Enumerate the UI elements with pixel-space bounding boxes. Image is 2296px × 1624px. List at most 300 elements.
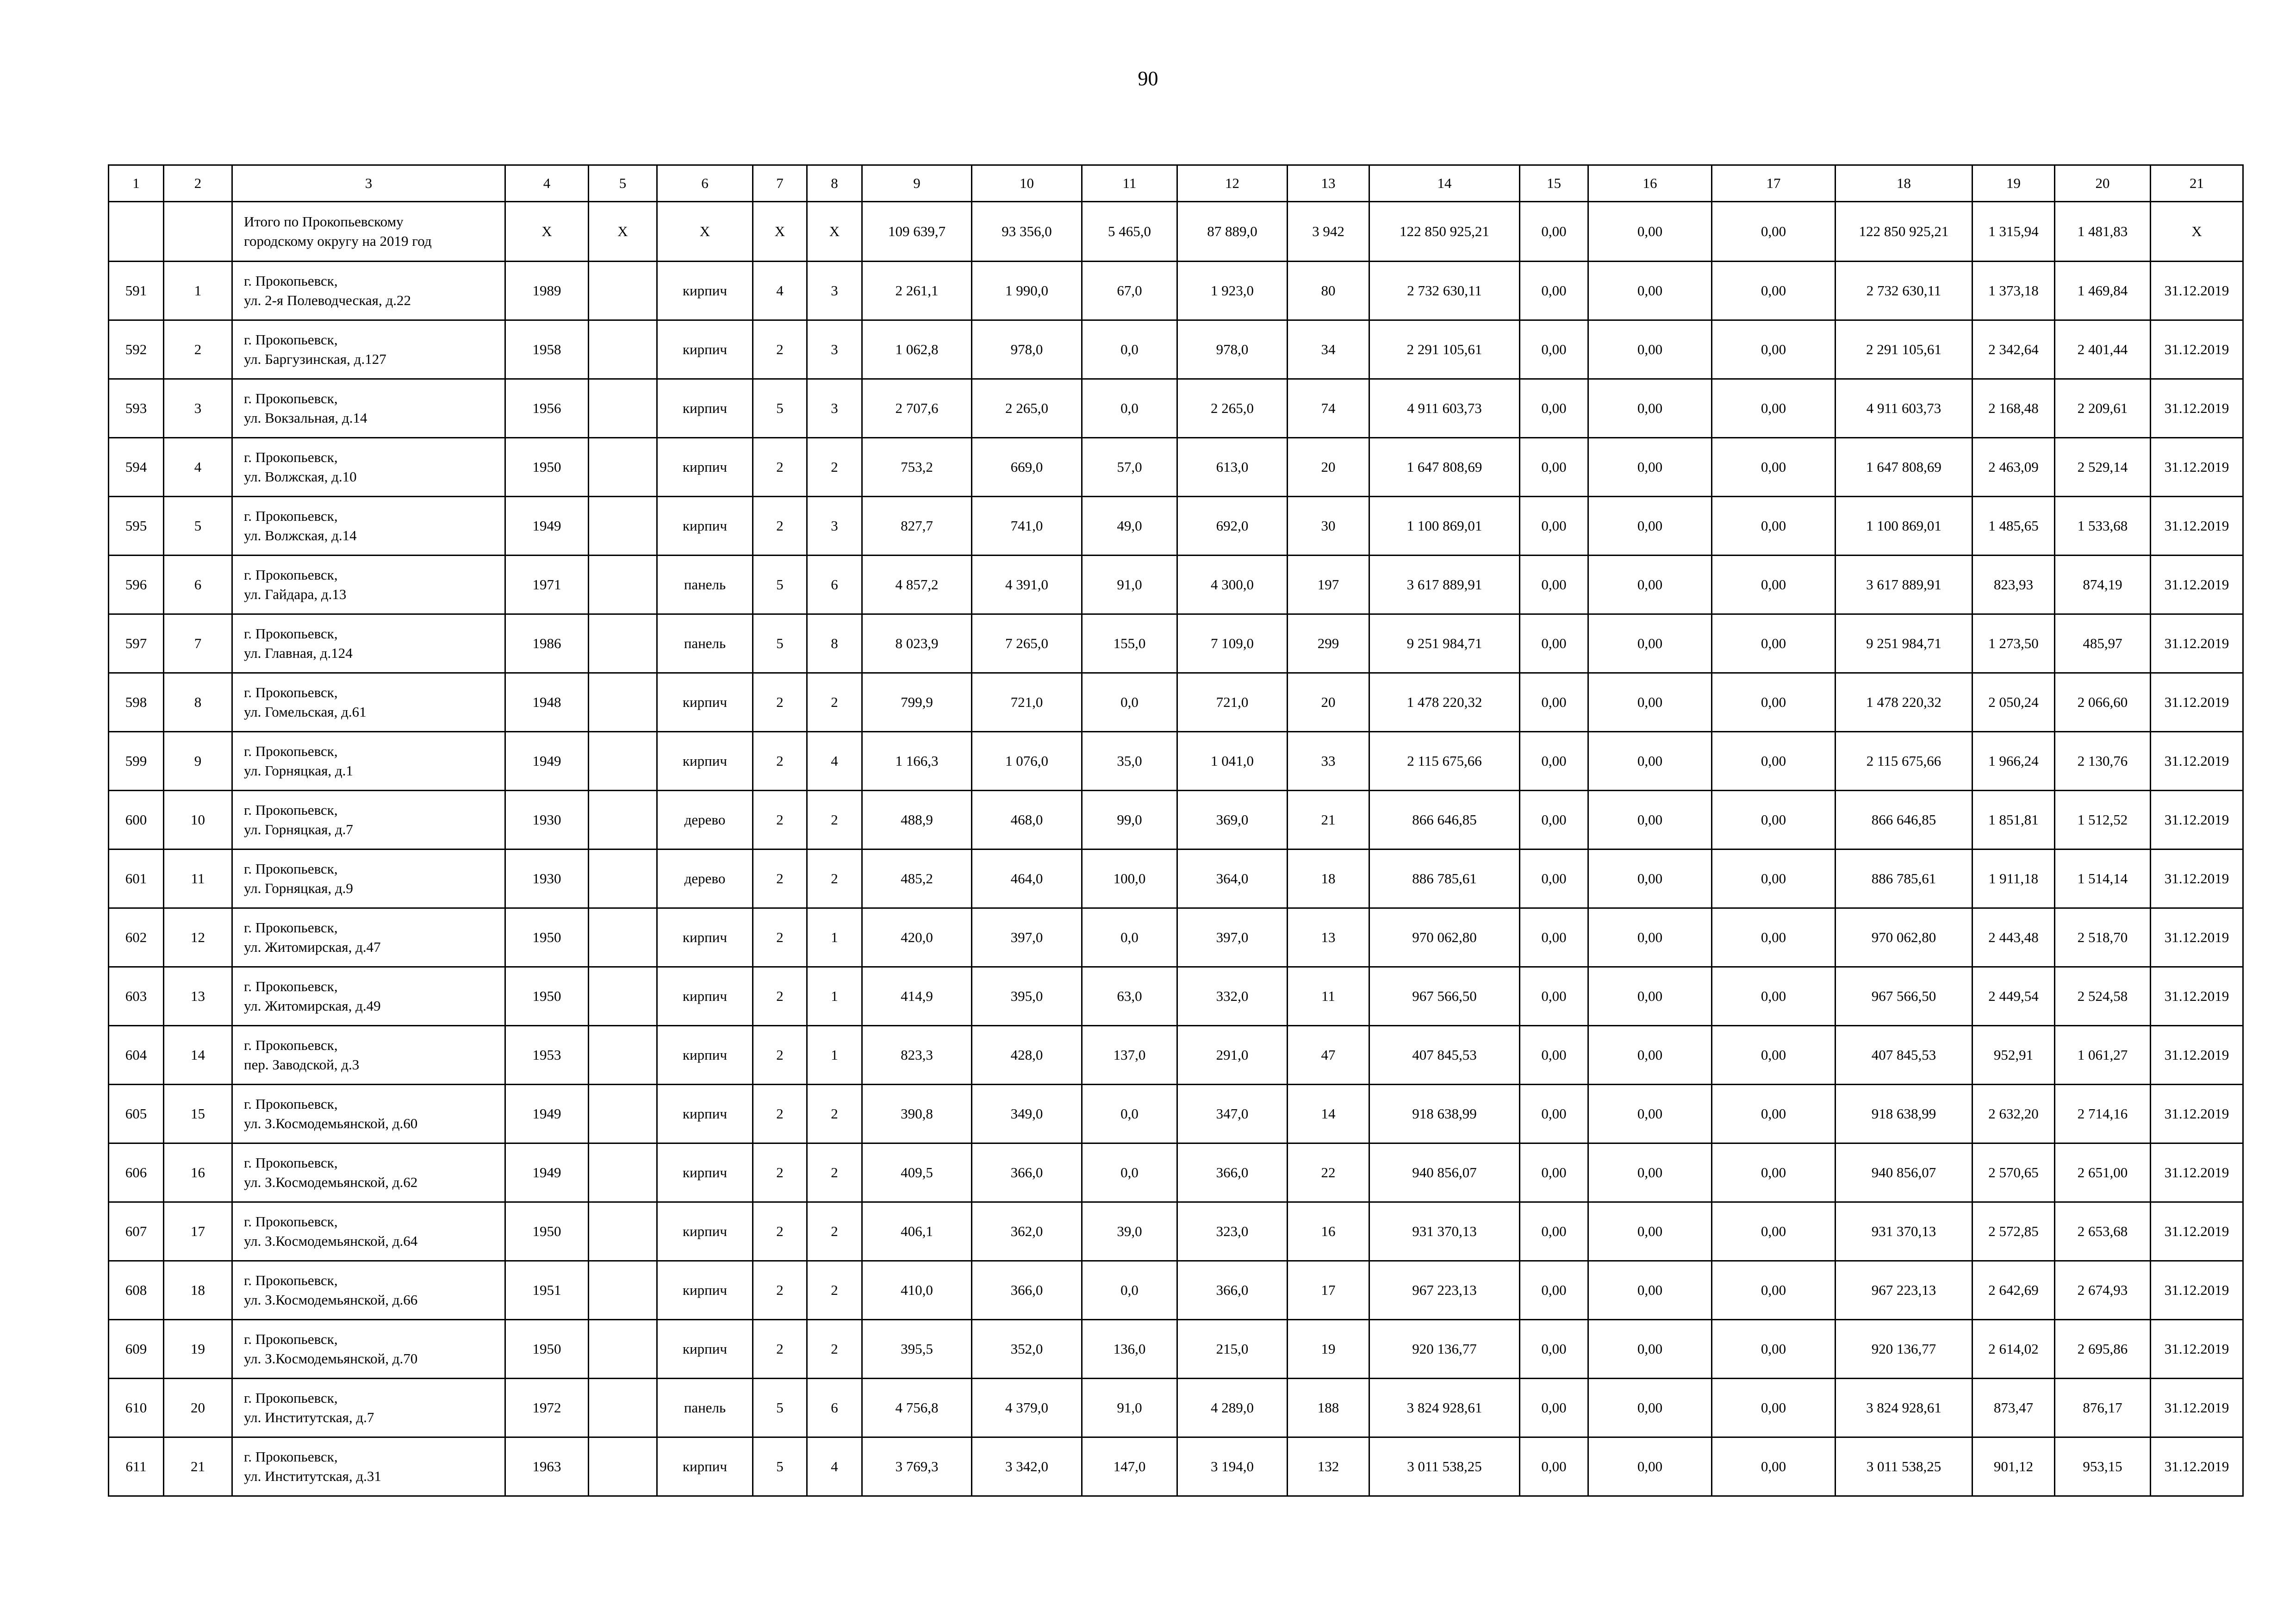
cell-col-7: 2	[753, 732, 807, 791]
address-street: ул. Горняцкая, д.9	[244, 880, 353, 896]
column-number-7: 7	[753, 165, 807, 202]
address-street: ул. Гомельская, д.61	[244, 704, 367, 720]
cell-col-17: 0,00	[1712, 1379, 1836, 1437]
cell-col-5	[589, 791, 657, 849]
cell-col-20: 874,19	[2055, 556, 2151, 614]
table-row	[109, 732, 2243, 791]
cell-col-13: 188	[1288, 1379, 1369, 1437]
cell-col-9: 390,8	[862, 1085, 972, 1143]
cell-col-2: 19	[164, 1320, 232, 1379]
cell-col-9: 799,9	[862, 673, 972, 732]
cell-col-2: 3	[164, 379, 232, 438]
cell-col-8: 2	[807, 438, 862, 497]
cell-col-17: 0,00	[1712, 1261, 1836, 1320]
cell-col-10: 4 379,0	[972, 1379, 1082, 1437]
cell-col-8: 8	[807, 614, 862, 673]
address-city: г. Прокопьевск,	[244, 1213, 338, 1230]
cell-col-2: 6	[164, 556, 232, 614]
cell-col-14: 1 100 869,01	[1369, 497, 1520, 556]
cell-col-5	[589, 908, 657, 967]
cell-col-5	[589, 262, 657, 320]
cell-col-2: 9	[164, 732, 232, 791]
cell-col-5	[589, 497, 657, 556]
cell-col-9: 3 769,3	[862, 1437, 972, 1496]
address-cell	[232, 791, 505, 849]
cell-col-13: 16	[1288, 1202, 1369, 1261]
cell-col-19: 2 642,69	[1972, 1261, 2055, 1320]
cell-col-9: 1 166,3	[862, 732, 972, 791]
cell-col-15: 0,00	[1520, 262, 1588, 320]
address-city: г. Прокопьевск,	[244, 1155, 338, 1171]
cell-col-12: 347,0	[1177, 1085, 1288, 1143]
cell-col-12: 4 289,0	[1177, 1379, 1288, 1437]
cell-col-18: 2 732 630,11	[1836, 262, 1972, 320]
column-number-13: 13	[1288, 165, 1369, 202]
address-city: г. Прокопьевск,	[244, 861, 338, 877]
cell-col-15: 0,00	[1520, 908, 1588, 967]
cell-col-21: 31.12.2019	[2151, 791, 2243, 849]
cell-col-16: 0,00	[1588, 967, 1712, 1026]
cell-col-6: кирпич	[657, 732, 753, 791]
address-cell	[232, 1379, 505, 1437]
cell-col-15: 0,00	[1520, 967, 1588, 1026]
cell-col-4: 1963	[505, 1437, 589, 1496]
cell-col-9: 753,2	[862, 438, 972, 497]
address-cell	[232, 1143, 505, 1202]
table-row	[109, 1437, 2243, 1496]
cell-col-6: кирпич	[657, 497, 753, 556]
cell-col-5	[589, 1379, 657, 1437]
cell-col-15: 0,00	[1520, 732, 1588, 791]
cell-col-15: 0,00	[1520, 1026, 1588, 1085]
cell-col-14: 918 638,99	[1369, 1085, 1520, 1143]
cell-col-10: 349,0	[972, 1085, 1082, 1143]
cell-col-18: 970 062,80	[1836, 908, 1972, 967]
cell-col-13: 74	[1288, 379, 1369, 438]
cell-col-16: 0,00	[1588, 438, 1712, 497]
address-cell	[232, 1320, 505, 1379]
column-number-14: 14	[1369, 165, 1520, 202]
cell-col-4: 1989	[505, 262, 589, 320]
cell-col-15: 0,00	[1520, 438, 1588, 497]
cell-col-15: 0,00	[1520, 1085, 1588, 1143]
total-label	[232, 202, 505, 262]
cell-col-10: 397,0	[972, 908, 1082, 967]
cell-col-12: 1 923,0	[1177, 262, 1288, 320]
cell-col-9: 8 023,9	[862, 614, 972, 673]
address-cell	[232, 320, 505, 379]
cell-col-16: 0,00	[1588, 732, 1712, 791]
cell-col-11: 136,0	[1082, 1320, 1177, 1379]
cell-col-19: 823,93	[1972, 556, 2055, 614]
cell-col-9: 827,7	[862, 497, 972, 556]
cell-col-17: 0,00	[1712, 849, 1836, 908]
cell-col-11: 99,0	[1082, 791, 1177, 849]
cell-col-4: 1951	[505, 1261, 589, 1320]
cell-col-1: 595	[109, 497, 164, 556]
cell-col-4: 1949	[505, 1143, 589, 1202]
cell-col-10: 1 076,0	[972, 732, 1082, 791]
cell-col-5	[589, 379, 657, 438]
cell-col-6: кирпич	[657, 1320, 753, 1379]
cell-col-6: кирпич	[657, 1026, 753, 1085]
cell-col-8: 2	[807, 1143, 862, 1202]
table-row	[109, 262, 2243, 320]
cell-col-14: 967 223,13	[1369, 1261, 1520, 1320]
cell-col-16: 0,00	[1588, 791, 1712, 849]
cell-col-1: 596	[109, 556, 164, 614]
cell-col-15: 0,00	[1520, 379, 1588, 438]
cell-col-12: 3 194,0	[1177, 1437, 1288, 1496]
cell-col-21: 31.12.2019	[2151, 1379, 2243, 1437]
cell-col-20: 2 401,44	[2055, 320, 2151, 379]
cell-col-21: 31.12.2019	[2151, 908, 2243, 967]
column-number-17: 17	[1712, 165, 1836, 202]
header-row	[109, 165, 2243, 202]
cell-col-14: 3 824 928,61	[1369, 1379, 1520, 1437]
cell-col-2: 1	[164, 262, 232, 320]
column-number-12: 12	[1177, 165, 1288, 202]
cell-col-11: 67,0	[1082, 262, 1177, 320]
column-number-6: 6	[657, 165, 753, 202]
cell-col-16: 0,00	[1588, 262, 1712, 320]
cell-col-11: 147,0	[1082, 1437, 1177, 1496]
cell-col-19: 2 614,02	[1972, 1320, 2055, 1379]
cell-col-9: 4 756,8	[862, 1379, 972, 1437]
cell-col-4: 1958	[505, 320, 589, 379]
cell-col-17: 0,00	[1712, 614, 1836, 673]
address-cell	[232, 1202, 505, 1261]
cell-col-14: 2 732 630,11	[1369, 262, 1520, 320]
total-cell-11: 5 465,0	[1082, 202, 1177, 262]
cell-col-14: 4 911 603,73	[1369, 379, 1520, 438]
address-city: г. Прокопьевск,	[244, 273, 338, 289]
column-number-10: 10	[972, 165, 1082, 202]
cell-col-14: 3 617 889,91	[1369, 556, 1520, 614]
cell-col-19: 2 463,09	[1972, 438, 2055, 497]
total-row	[109, 202, 2243, 262]
cell-col-11: 91,0	[1082, 1379, 1177, 1437]
total-cell-1	[109, 202, 164, 262]
cell-col-16: 0,00	[1588, 379, 1712, 438]
cell-col-2: 20	[164, 1379, 232, 1437]
address-street: ул. З.Космодемьянской, д.66	[244, 1292, 418, 1308]
cell-col-20: 2 714,16	[2055, 1085, 2151, 1143]
cell-col-21: 31.12.2019	[2151, 556, 2243, 614]
cell-col-18: 866 646,85	[1836, 791, 1972, 849]
cell-col-21: 31.12.2019	[2151, 1261, 2243, 1320]
column-number-3: 3	[232, 165, 505, 202]
cell-col-12: 332,0	[1177, 967, 1288, 1026]
cell-col-18: 3 617 889,91	[1836, 556, 1972, 614]
table-row	[109, 379, 2243, 438]
address-street: ул. Гайдара, д.13	[244, 586, 347, 602]
cell-col-20: 2 066,60	[2055, 673, 2151, 732]
cell-col-10: 978,0	[972, 320, 1082, 379]
cell-col-11: 155,0	[1082, 614, 1177, 673]
cell-col-13: 299	[1288, 614, 1369, 673]
cell-col-4: 1956	[505, 379, 589, 438]
cell-col-18: 4 911 603,73	[1836, 379, 1972, 438]
cell-col-10: 428,0	[972, 1026, 1082, 1085]
cell-col-17: 0,00	[1712, 967, 1836, 1026]
total-cell-13: 3 942	[1288, 202, 1369, 262]
cell-col-9: 395,5	[862, 1320, 972, 1379]
cell-col-19: 2 572,85	[1972, 1202, 2055, 1261]
cell-col-16: 0,00	[1588, 556, 1712, 614]
cell-col-20: 1 512,52	[2055, 791, 2151, 849]
cell-col-16: 0,00	[1588, 1320, 1712, 1379]
cell-col-5	[589, 438, 657, 497]
cell-col-2: 15	[164, 1085, 232, 1143]
cell-col-2: 4	[164, 438, 232, 497]
cell-col-10: 669,0	[972, 438, 1082, 497]
address-street: ул. Баргузинская, д.127	[244, 351, 386, 367]
cell-col-16: 0,00	[1588, 849, 1712, 908]
cell-col-4: 1930	[505, 849, 589, 908]
cell-col-12: 366,0	[1177, 1143, 1288, 1202]
address-city: г. Прокопьевск,	[244, 919, 338, 936]
cell-col-18: 3 011 538,25	[1836, 1437, 1972, 1496]
cell-col-17: 0,00	[1712, 497, 1836, 556]
cell-col-1: 609	[109, 1320, 164, 1379]
cell-col-10: 721,0	[972, 673, 1082, 732]
cell-col-8: 2	[807, 1261, 862, 1320]
cell-col-12: 215,0	[1177, 1320, 1288, 1379]
cell-col-17: 0,00	[1712, 320, 1836, 379]
column-number-1: 1	[109, 165, 164, 202]
address-city: г. Прокопьевск,	[244, 1272, 338, 1288]
cell-col-19: 2 632,20	[1972, 1085, 2055, 1143]
total-cell-8: X	[807, 202, 862, 262]
cell-col-13: 20	[1288, 673, 1369, 732]
address-city: г. Прокопьевск,	[244, 625, 338, 642]
cell-col-17: 0,00	[1712, 438, 1836, 497]
cell-col-8: 2	[807, 791, 862, 849]
cell-col-7: 2	[753, 438, 807, 497]
total-cell-2	[164, 202, 232, 262]
cell-col-1: 592	[109, 320, 164, 379]
cell-col-19: 1 911,18	[1972, 849, 2055, 908]
total-cell-16: 0,00	[1588, 202, 1712, 262]
cell-col-12: 366,0	[1177, 1261, 1288, 1320]
cell-col-18: 967 223,13	[1836, 1261, 1972, 1320]
cell-col-19: 873,47	[1972, 1379, 2055, 1437]
table-row	[109, 556, 2243, 614]
cell-col-4: 1950	[505, 438, 589, 497]
cell-col-10: 362,0	[972, 1202, 1082, 1261]
cell-col-10: 7 265,0	[972, 614, 1082, 673]
cell-col-2: 16	[164, 1143, 232, 1202]
address-cell	[232, 673, 505, 732]
cell-col-7: 2	[753, 1085, 807, 1143]
cell-col-19: 1 485,65	[1972, 497, 2055, 556]
cell-col-16: 0,00	[1588, 320, 1712, 379]
cell-col-10: 366,0	[972, 1261, 1082, 1320]
cell-col-12: 4 300,0	[1177, 556, 1288, 614]
address-city: г. Прокопьевск,	[244, 508, 338, 524]
cell-col-18: 940 856,07	[1836, 1143, 1972, 1202]
table-row	[109, 1261, 2243, 1320]
cell-col-7: 5	[753, 614, 807, 673]
cell-col-5	[589, 1143, 657, 1202]
cell-col-19: 2 449,54	[1972, 967, 2055, 1026]
cell-col-7: 2	[753, 791, 807, 849]
cell-col-1: 605	[109, 1085, 164, 1143]
cell-col-5	[589, 849, 657, 908]
cell-col-13: 80	[1288, 262, 1369, 320]
column-number-15: 15	[1520, 165, 1588, 202]
address-city: г. Прокопьевск,	[244, 1037, 338, 1053]
cell-col-5	[589, 732, 657, 791]
cell-col-21: 31.12.2019	[2151, 379, 2243, 438]
cell-col-7: 2	[753, 1320, 807, 1379]
cell-col-5	[589, 614, 657, 673]
cell-col-4: 1950	[505, 967, 589, 1026]
cell-col-12: 721,0	[1177, 673, 1288, 732]
cell-col-18: 3 824 928,61	[1836, 1379, 1972, 1437]
address-cell	[232, 379, 505, 438]
cell-col-16: 0,00	[1588, 1026, 1712, 1085]
address-street: пер. Заводской, д.3	[244, 1056, 360, 1073]
address-cell	[232, 497, 505, 556]
cell-col-20: 2 695,86	[2055, 1320, 2151, 1379]
address-city: г. Прокопьевск,	[244, 331, 338, 348]
cell-col-14: 866 646,85	[1369, 791, 1520, 849]
cell-col-14: 970 062,80	[1369, 908, 1520, 967]
cell-col-21: 31.12.2019	[2151, 497, 2243, 556]
cell-col-20: 2 651,00	[2055, 1143, 2151, 1202]
cell-col-13: 13	[1288, 908, 1369, 967]
cell-col-18: 2 291 105,61	[1836, 320, 1972, 379]
cell-col-19: 2 342,64	[1972, 320, 2055, 379]
column-number-21: 21	[2151, 165, 2243, 202]
cell-col-4: 1950	[505, 908, 589, 967]
cell-col-20: 1 533,68	[2055, 497, 2151, 556]
cell-col-7: 2	[753, 320, 807, 379]
address-cell	[232, 262, 505, 320]
cell-col-10: 468,0	[972, 791, 1082, 849]
cell-col-13: 14	[1288, 1085, 1369, 1143]
cell-col-6: кирпич	[657, 262, 753, 320]
cell-col-19: 2 050,24	[1972, 673, 2055, 732]
cell-col-2: 8	[164, 673, 232, 732]
cell-col-1: 608	[109, 1261, 164, 1320]
cell-col-6: кирпич	[657, 1085, 753, 1143]
cell-col-12: 323,0	[1177, 1202, 1288, 1261]
cell-col-9: 409,5	[862, 1143, 972, 1202]
cell-col-16: 0,00	[1588, 1143, 1712, 1202]
cell-col-5	[589, 320, 657, 379]
cell-col-17: 0,00	[1712, 1202, 1836, 1261]
cell-col-19: 952,91	[1972, 1026, 2055, 1085]
cell-col-18: 1 100 869,01	[1836, 497, 1972, 556]
cell-col-21: 31.12.2019	[2151, 1143, 2243, 1202]
address-cell	[232, 1261, 505, 1320]
cell-col-12: 291,0	[1177, 1026, 1288, 1085]
cell-col-17: 0,00	[1712, 262, 1836, 320]
cell-col-6: панель	[657, 1379, 753, 1437]
cell-col-7: 2	[753, 1143, 807, 1202]
cell-col-1: 604	[109, 1026, 164, 1085]
cell-col-6: кирпич	[657, 438, 753, 497]
cell-col-2: 10	[164, 791, 232, 849]
cell-col-14: 3 011 538,25	[1369, 1437, 1520, 1496]
cell-col-14: 940 856,07	[1369, 1143, 1520, 1202]
table-row	[109, 1379, 2243, 1437]
cell-col-4: 1972	[505, 1379, 589, 1437]
cell-col-2: 13	[164, 967, 232, 1026]
column-number-20: 20	[2055, 165, 2151, 202]
cell-col-13: 17	[1288, 1261, 1369, 1320]
cell-col-8: 2	[807, 1085, 862, 1143]
cell-col-17: 0,00	[1712, 908, 1836, 967]
cell-col-11: 0,0	[1082, 379, 1177, 438]
cell-col-5	[589, 967, 657, 1026]
cell-col-4: 1986	[505, 614, 589, 673]
cell-col-1: 599	[109, 732, 164, 791]
column-number-11: 11	[1082, 165, 1177, 202]
cell-col-13: 18	[1288, 849, 1369, 908]
address-street: ул. Волжская, д.14	[244, 527, 357, 543]
cell-col-13: 132	[1288, 1437, 1369, 1496]
cell-col-21: 31.12.2019	[2151, 438, 2243, 497]
cell-col-10: 366,0	[972, 1143, 1082, 1202]
cell-col-15: 0,00	[1520, 673, 1588, 732]
table-row	[109, 849, 2243, 908]
cell-col-8: 2	[807, 673, 862, 732]
cell-col-20: 2 529,14	[2055, 438, 2151, 497]
cell-col-13: 11	[1288, 967, 1369, 1026]
table-row	[109, 1143, 2243, 1202]
cell-col-16: 0,00	[1588, 614, 1712, 673]
cell-col-19: 2 168,48	[1972, 379, 2055, 438]
cell-col-17: 0,00	[1712, 1026, 1836, 1085]
cell-col-4: 1949	[505, 732, 589, 791]
cell-col-8: 1	[807, 908, 862, 967]
cell-col-18: 967 566,50	[1836, 967, 1972, 1026]
cell-col-5	[589, 1437, 657, 1496]
address-cell	[232, 849, 505, 908]
cell-col-21: 31.12.2019	[2151, 262, 2243, 320]
cell-col-14: 1 647 808,69	[1369, 438, 1520, 497]
cell-col-18: 407 845,53	[1836, 1026, 1972, 1085]
cell-col-4: 1950	[505, 1320, 589, 1379]
total-cell-19: 1 315,94	[1972, 202, 2055, 262]
cell-col-20: 876,17	[2055, 1379, 2151, 1437]
cell-col-21: 31.12.2019	[2151, 614, 2243, 673]
cell-col-11: 0,0	[1082, 1085, 1177, 1143]
address-cell	[232, 614, 505, 673]
address-city: г. Прокопьевск,	[244, 978, 338, 994]
cell-col-15: 0,00	[1520, 1379, 1588, 1437]
total-label-line1: Итого по Прокопьевскому	[244, 213, 404, 230]
cell-col-21: 31.12.2019	[2151, 673, 2243, 732]
cell-col-6: панель	[657, 556, 753, 614]
cell-col-21: 31.12.2019	[2151, 1085, 2243, 1143]
table-row	[109, 1085, 2243, 1143]
cell-col-17: 0,00	[1712, 1320, 1836, 1379]
total-cell-6: X	[657, 202, 753, 262]
cell-col-17: 0,00	[1712, 1143, 1836, 1202]
address-cell	[232, 1026, 505, 1085]
cell-col-2: 2	[164, 320, 232, 379]
cell-col-14: 9 251 984,71	[1369, 614, 1520, 673]
cell-col-2: 18	[164, 1261, 232, 1320]
table-row	[109, 1026, 2243, 1085]
cell-col-14: 407 845,53	[1369, 1026, 1520, 1085]
address-city: г. Прокопьевск,	[244, 1331, 338, 1347]
